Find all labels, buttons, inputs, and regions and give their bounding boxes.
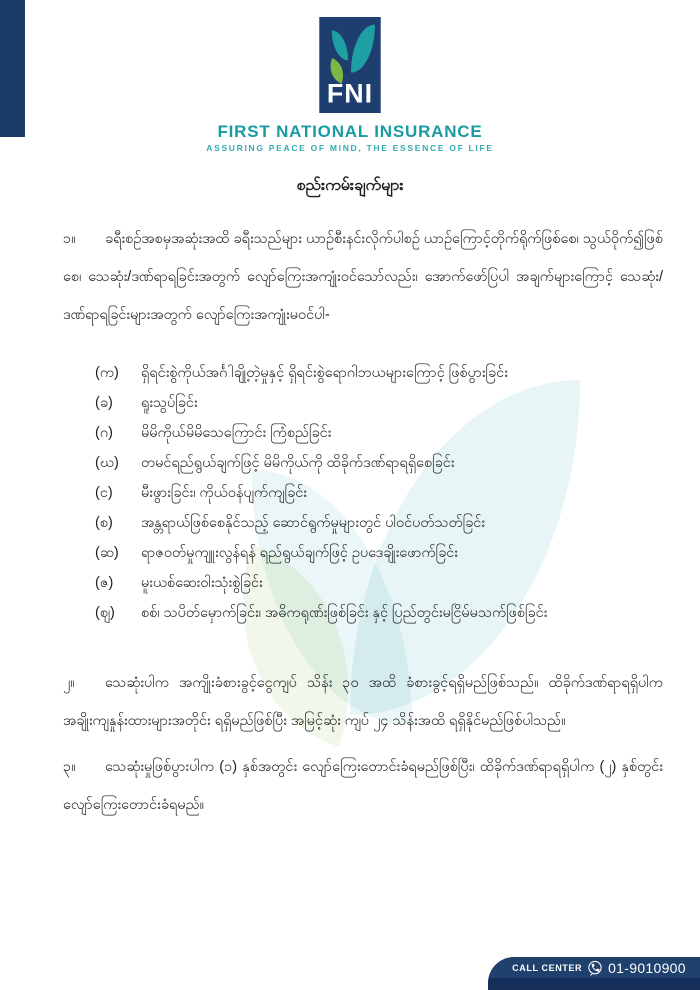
item-label: (ဇ)	[95, 575, 114, 591]
paragraph-1-text: ခရီးစဉ်အစမှအဆုံးအထိ ခရီးသည်များ ယာဉ်စီးနင်းလိုက်ပါစဉ် ယာဉ်ကြောင့်တိုက်ရိုက်ဖြစ်စေ၊ သွယ်ဝိုက်၍ဖြစ်စေ၊ သေဆုံး/ဒဏ်ရာရခြင်းအတွက် လျော်ကြေးအကျုံးဝင်သော်လည်း၊ အောက်ဖော်ပြပါ အချက်များကြောင့် သေဆုံး/ဒဏ်ရာရခြင်းများအတွက် လျော်ကြေးအကျုံးမဝင်ပါ-	[63, 231, 663, 323]
exclusion-list	[95, 358, 663, 628]
item-label: (က)	[95, 365, 119, 381]
paragraph-3-number: ၃။	[63, 759, 76, 775]
paragraph-2-text: သေဆုံးပါက အကျိုးခံစားခွင့်ငွေကျပ် သိန်း ၃၀ အထိ ခံစားခွင့်ရရှိမည်ဖြစ်သည်။ ထိခိုက်ဒဏ်ရာရရှိပါက အချိုးကျနှုန်းထားများအတိုင်း ရရှိမည်ဖြစ်ပြီး အမြင့်ဆုံး ကျပ် ၂၄ သိန်းအထိ ရရှိနိုင်မည်ဖြစ်ပါသည်။	[63, 675, 663, 729]
phone-number: 01-9010900	[608, 959, 686, 976]
logo-text: FNI	[326, 78, 374, 109]
paragraph-2	[63, 664, 663, 740]
item-label: (ဈ)	[95, 605, 115, 621]
item-text: ရှိရင်းစွဲကိုယ်အင်္ဂါချို့တဲ့မှုနှင့် ရှိရင်းစွဲရောဂါဘယများကြောင့် ဖြစ်ပွားခြင်း	[141, 365, 508, 381]
list-item	[95, 508, 663, 538]
item-label: (ဃ)	[95, 455, 119, 471]
paragraph-3	[63, 748, 663, 824]
header	[0, 0, 700, 153]
list-item	[95, 598, 663, 628]
paragraph-2-number: ၂။	[63, 675, 75, 691]
fni-logo	[319, 17, 381, 113]
call-center-row	[488, 957, 700, 978]
paragraph-3-text: သေဆုံးမှုဖြစ်ပွားပါက (၁) နှစ်အတွင်း လျော်ကြေးတောင်းခံရမည်ဖြစ်ပြီး၊ ထိခိုက်ဒဏ်ရာရရှိပါက (၂) နှစ်တွင်း လျော်ကြေးတောင်းခံရမည်။	[63, 759, 663, 813]
call-center-badge	[488, 957, 700, 990]
item-text: ရူးသွပ်ခြင်း	[141, 395, 198, 411]
list-item	[95, 388, 663, 418]
brand-name: FIRST NATIONAL INSURANCE	[217, 122, 483, 141]
paragraph-1	[63, 220, 663, 334]
item-text: မိမိကိုယ်မိမိသေကြောင်း ကြံစည်ခြင်း	[141, 425, 332, 441]
list-item	[95, 358, 663, 388]
item-text: မီးဖွားခြင်း၊ ကိုယ်ဝန်ပျက်ကျခြင်း	[141, 485, 307, 501]
item-text: မူးယစ်ဆေးဝါးသုံးစွဲခြင်း	[141, 575, 263, 591]
item-text: အန္တရာယ်ဖြစ်စေနိုင်သည့် ဆောင်ရွက်မှုများတွင် ပါဝင်ပတ်သတ်ခြင်း	[141, 515, 486, 531]
list-item	[95, 568, 663, 598]
badge-bottom-strip	[488, 978, 700, 990]
list-item	[95, 448, 663, 478]
paragraph-1-number: ၁။	[63, 231, 76, 247]
item-text: ရာဇဝတ်မှုကျူးလွန်ရန် ရည်ရွယ်ချက်ဖြင့် ဥပဒေချိုးဖောက်ခြင်း	[141, 545, 458, 561]
document-title: စည်းကမ်းချက်များ	[296, 177, 404, 194]
item-label: (ခ)	[95, 395, 113, 411]
list-item	[95, 418, 663, 448]
list-item	[95, 478, 663, 508]
brand-tagline: ASSURING PEACE OF MIND, THE ESSENCE OF LIFE	[206, 143, 494, 153]
item-text: တမင်ရည်ရွယ်ချက်ဖြင့် မိမိကိုယ်ကို ထိခိုက်ဒဏ်ရာရရှိစေခြင်း	[141, 455, 455, 471]
phone-icon	[587, 960, 603, 976]
item-label: (ဂ)	[95, 425, 113, 441]
list-item	[95, 538, 663, 568]
item-text: စစ်၊ သပိတ်မှောက်ခြင်း၊ အဓိကရုဏ်းဖြစ်ခြင်း နှင့် ပြည်တွင်းမငြိမ်မသက်ဖြစ်ခြင်း	[141, 605, 548, 621]
call-center-label: CALL CENTER	[512, 962, 583, 973]
item-label: (ဆ)	[95, 545, 119, 561]
item-label: (င)	[95, 485, 113, 501]
item-label: (စ)	[95, 515, 113, 531]
